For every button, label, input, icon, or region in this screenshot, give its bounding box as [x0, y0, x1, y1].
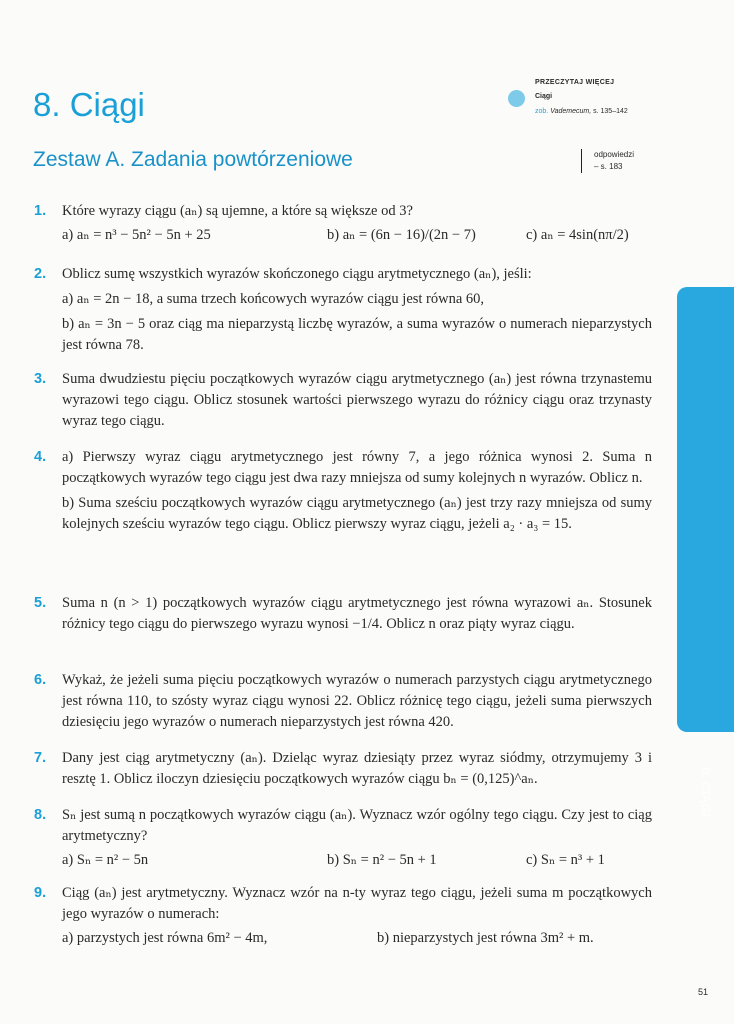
task-option: c) Sₙ = n³ + 1 — [526, 852, 605, 868]
task-option: b) nieparzystych jest równa 3m² + m. — [377, 930, 594, 946]
chapter-title: 8. Ciągi — [33, 86, 145, 123]
answers-page: – s. 183 — [594, 162, 623, 171]
read-more-ref-pages: s. 135–142 — [593, 108, 628, 115]
read-more-reference — [535, 108, 628, 115]
task-number: 4. — [34, 449, 47, 465]
task-option: a) Sₙ = n² − 5n — [62, 852, 149, 868]
task-number: 3. — [34, 371, 47, 387]
answers-reference — [581, 149, 634, 173]
task-2 — [34, 264, 652, 356]
task-5 — [34, 593, 652, 635]
task-option: b) Sₙ = n² − 5n + 1 — [327, 852, 437, 868]
task-options — [62, 850, 652, 873]
read-more-heading: PRZECZYTAJ WIĘCEJ — [535, 79, 615, 86]
task-text: Oblicz sumę wszystkich wyrazów skończonego ciągu arytmetycznego (aₙ), jeśli: — [62, 266, 532, 282]
task-subpoint: b) Suma sześciu początkowych wyrazów ciągu arytmetycznego (aₙ) jest trzy razy mniejsza od sumy kolejnych sześciu wyrazów tego ciągu. Oblicz pierwszy wyraz ciągu, jeżeli a₂ · a₃ = 15. — [62, 495, 652, 532]
task-text: Wykaż, że jeżeli suma pięciu początkowych wyrazów o numerach parzystych ciągu arytmetycznego jest równa 110, to szósty wyraz ciągu wynosi 22. Oblicz różnicę tego ciągu, jeżeli suma pierwszych dziesięciu jego wyrazów o numerach nieparzystych jest równa 420. — [62, 672, 652, 730]
task-3 — [34, 369, 652, 432]
task-text: Sₙ jest sumą n początkowych wyrazów ciągu (aₙ). Wyznacz wzór ogólny tego ciągu. Czy jest to ciąg arytmetyczny? — [62, 807, 652, 844]
task-7 — [34, 748, 652, 790]
task-number: 2. — [34, 266, 47, 282]
task-1 — [34, 201, 652, 248]
task-option: a) parzystych jest równa 6m² − 4m, — [62, 930, 268, 946]
task-option: b) aₙ = (6n − 16)/(2n − 7) — [327, 227, 476, 243]
task-4 — [34, 447, 652, 535]
answers-label: odpowiedzi — [594, 150, 635, 159]
read-more-topic: Ciągi — [535, 93, 553, 100]
task-option: a) aₙ = n³ − 5n² − 5n + 25 — [62, 227, 211, 243]
task-number: 8. — [34, 807, 47, 823]
task-text: Które wyrazy ciągu (aₙ) są ujemne, a które są większe od 3? — [62, 203, 413, 219]
task-options — [62, 928, 652, 951]
chapter-side-tab — [677, 287, 734, 817]
task-text: a) Pierwszy wyraz ciągu arytmetycznego jest równy 7, a jego różnica wynosi 2. Suma n początkowych wyrazów tego ciągu jest dwa razy mniejsza od sumy kolejnych n wyrazów. Oblicz n. — [62, 449, 652, 486]
lightbulb-icon — [508, 90, 525, 107]
task-9 — [34, 883, 652, 951]
task-number: 9. — [34, 885, 47, 901]
read-more-ref-prefix: zob. — [535, 108, 549, 115]
task-options — [62, 225, 652, 248]
task-subpoint: a) aₙ = 2n − 18, a suma trzech końcowych wyrazów ciągu jest równa 60, — [62, 291, 485, 307]
task-option: c) aₙ = 4sin(nπ/2) — [526, 227, 629, 243]
task-text: Dany jest ciąg arytmetyczny (aₙ). Dzieląc wyraz dziesiąty przez wyraz siódmy, otrzymujemy 3 i resztę 1. Oblicz iloczyn dziesięciu początkowych wyrazów ciągu bₙ = (0,125)^aₙ. — [62, 750, 652, 787]
task-8 — [34, 805, 652, 873]
task-number: 5. — [34, 595, 47, 611]
task-subpoint: b) aₙ = 3n − 5 oraz ciąg ma nieparzystą liczbę wyrazów, a suma wyrazów o numerach nieparzystych jest równa 78. — [62, 316, 652, 353]
read-more-ref-source: Vademecum, — [550, 108, 592, 115]
section-title: Zestaw A. Zadania powtórzeniowe — [33, 148, 353, 171]
task-number: 6. — [34, 672, 47, 688]
task-text: Suma n (n > 1) początkowych wyrazów ciągu arytmetycznego jest równa wyrazowi aₙ. Stosunek różnicy tego ciągu do pierwszego wyrazu wynosi −1/4. Oblicz n oraz piąty wyraz ciągu. — [62, 595, 652, 632]
task-6 — [34, 670, 652, 733]
side-tab-label: 8. CIĄGI — [698, 767, 714, 817]
page-number: 51 — [698, 987, 709, 997]
task-text: Suma dwudziestu pięciu początkowych wyrazów ciągu arytmetycznego (aₙ) jest równa trzynastemu wyrazowi tego ciągu. Oblicz stosunek wartości pierwszego wyrazu do różnicy ciągu oraz trzynasty wyraz tego ciągu. — [62, 371, 652, 429]
task-text: Ciąg (aₙ) jest arytmetyczny. Wyznacz wzór na n-ty wyraz tego ciągu, jeżeli suma m początkowych jego wyrazów o numerach: — [62, 885, 652, 922]
task-number: 1. — [34, 203, 47, 219]
task-number: 7. — [34, 750, 47, 766]
